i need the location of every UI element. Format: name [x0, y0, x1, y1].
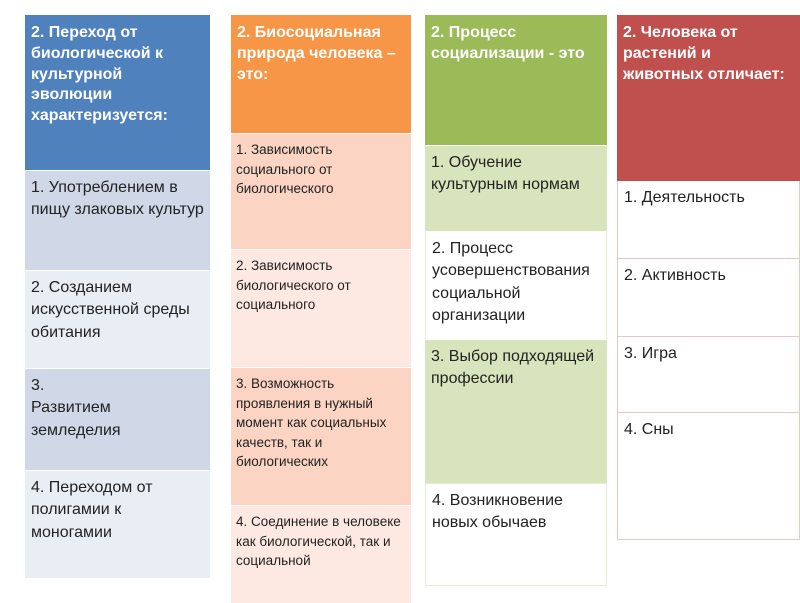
- answer-option-3[interactable]: 3. Игра: [617, 337, 800, 413]
- answer-option-3[interactable]: 3. Развитием земледелия: [25, 368, 210, 470]
- question-column-socialization: [425, 15, 607, 586]
- answer-option-4[interactable]: 4. Возникновение новых обычаев: [425, 483, 607, 586]
- answer-option-1[interactable]: 1. Зависимость социального от биологического: [231, 133, 411, 249]
- answer-option-3[interactable]: 3. Выбор подходящей профессии: [425, 339, 607, 483]
- answer-option-2[interactable]: 2. Активность: [617, 259, 800, 337]
- answer-option-3[interactable]: 3. Возможность проявления в нужный момент как социальных качеств, так и биологических: [231, 367, 411, 505]
- question-header: 2. Процесс социализации - это: [425, 15, 607, 145]
- answer-option-1[interactable]: 1. Употреблением в пищу злаковых культур: [25, 170, 210, 270]
- question-header: 2. Биосоциальная природа человека – это:: [231, 15, 411, 133]
- answer-option-2[interactable]: 2. Зависимость биологического от социального: [231, 249, 411, 367]
- answer-option-2[interactable]: 2. Процесс усовершенствования социальной организации: [425, 231, 607, 339]
- answer-option-4[interactable]: 4. Сны: [617, 413, 800, 540]
- question-column-evolution: [25, 15, 210, 578]
- question-header: 2. Переход от биологической к культурной эволюции характеризуется:: [25, 15, 210, 170]
- answer-option-1[interactable]: 1. Обучение культурным нормам: [425, 145, 607, 231]
- answer-option-1[interactable]: 1. Деятельность: [617, 181, 800, 259]
- answer-option-4[interactable]: 4. Переходом от полигамии к моногамии: [25, 470, 210, 578]
- answer-option-2[interactable]: 2. Созданием искусственной среды обитания: [25, 270, 210, 368]
- answer-option-4[interactable]: 4. Соединение в человеке как биологической, так и социальной: [231, 505, 411, 603]
- question-column-biosocial: [231, 15, 411, 603]
- question-column-human-distinction: [617, 15, 800, 540]
- question-header: 2. Человека от растений и животных отличает:: [617, 15, 800, 181]
